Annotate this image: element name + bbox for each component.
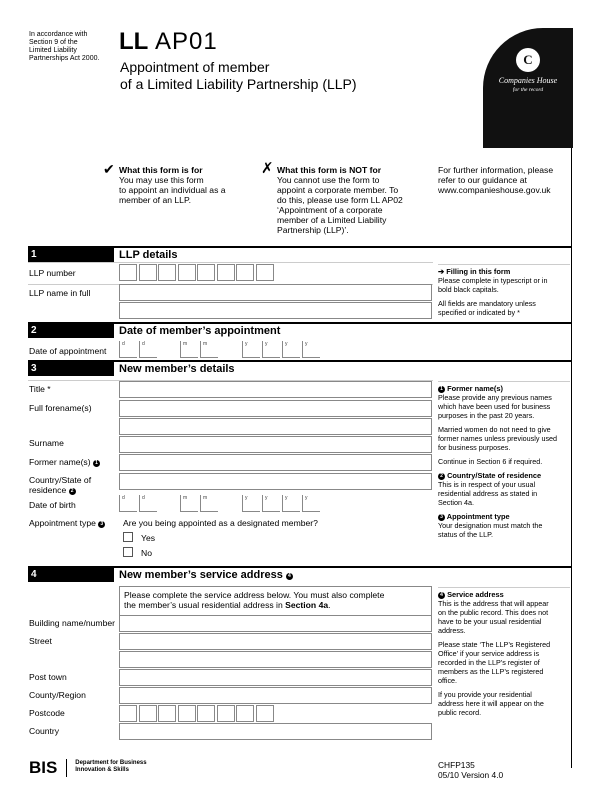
section-1-header xyxy=(28,246,572,262)
filling-in-note: ➔ Filling in this form Please complete in typescript or in bold black capitals. All fields are mandatory unless specified or indicated by * xyxy=(438,264,570,317)
date-cell-letter: m xyxy=(203,495,208,501)
llp-number-cell[interactable] xyxy=(158,264,176,281)
date-cell-letter: y xyxy=(245,495,248,501)
postcode-cell[interactable] xyxy=(197,705,215,722)
street-label: Street xyxy=(29,636,52,646)
date-cell-letter: y xyxy=(245,341,248,347)
surname-label: Surname xyxy=(29,438,64,448)
section-4-header xyxy=(28,566,572,582)
bis-logo xyxy=(29,757,147,779)
date-of-appointment-label: Date of appointment xyxy=(29,346,107,356)
logo-crest-icon: C xyxy=(516,48,540,72)
postcode-label: Postcode xyxy=(29,708,65,718)
dob-y-cell[interactable] xyxy=(282,495,300,512)
country-of-residence-field[interactable] xyxy=(119,473,432,490)
surname-field[interactable] xyxy=(119,436,432,453)
form-code-light: AP01 xyxy=(155,28,218,55)
llp-number-cell[interactable] xyxy=(236,264,254,281)
llp-number-cell[interactable] xyxy=(217,264,235,281)
dob-d-cell[interactable] xyxy=(119,495,137,512)
appointment-date-y-cell[interactable] xyxy=(282,341,300,358)
no-checkbox[interactable] xyxy=(123,547,133,557)
companies-house-logo xyxy=(483,28,573,148)
postcode-cell[interactable] xyxy=(178,705,196,722)
page-right-rule xyxy=(571,148,572,768)
appointment-date-m-cell[interactable] xyxy=(180,341,198,358)
title-label: Title * xyxy=(29,384,51,394)
form-chfp-code: CHFP135 xyxy=(438,760,475,770)
department-line-1: Department for Business xyxy=(75,760,147,766)
note-2-icon: 2 xyxy=(69,488,76,495)
date-cell-letter: d xyxy=(122,495,125,501)
department-line-2: Innovation & Skills xyxy=(75,767,129,773)
section-3-title: New member’s details xyxy=(119,363,235,375)
date-cell-letter: m xyxy=(183,495,188,501)
section-1-number: 1 xyxy=(28,248,114,262)
date-cell-letter: m xyxy=(183,341,188,347)
date-cell-letter: d xyxy=(142,495,145,501)
service-address-instructions: Please complete the service address below. You must also complete the member’s usual residential address in Section 4a. xyxy=(119,586,432,616)
note-2-icon: 2 xyxy=(438,473,445,480)
postcode-cell[interactable] xyxy=(236,705,254,722)
forenames-field-1[interactable] xyxy=(119,400,432,417)
dob-y-cell[interactable] xyxy=(262,495,280,512)
dob-m-cell[interactable] xyxy=(180,495,198,512)
date-cell-letter: m xyxy=(203,341,208,347)
llp-number-cell[interactable] xyxy=(139,264,157,281)
note-3-icon: 3 xyxy=(438,514,445,521)
llp-name-field-2[interactable] xyxy=(119,302,432,319)
dob-label: Date of birth xyxy=(29,500,76,510)
section-2-header xyxy=(28,322,572,338)
country-of-residence-label: Country/State of residence 2 xyxy=(29,475,92,495)
section-4-title: New member’s service address 4 xyxy=(119,568,293,582)
section-3-header xyxy=(28,360,572,376)
llp-number-cell[interactable] xyxy=(178,264,196,281)
building-label: Building name/number xyxy=(29,618,115,628)
llp-number-cell[interactable] xyxy=(119,264,137,281)
date-cell-letter: y xyxy=(265,495,268,501)
postcode-cell[interactable] xyxy=(158,705,176,722)
forenames-field-2[interactable] xyxy=(119,418,432,435)
llp-number-label: LLP number xyxy=(29,268,76,278)
section-2-number: 2 xyxy=(28,324,114,338)
arrow-right-icon: ➔ xyxy=(438,267,445,276)
dob-y-cell[interactable] xyxy=(242,495,260,512)
country-label: Country xyxy=(29,726,60,736)
note-4-icon: 4 xyxy=(438,592,445,599)
postcode-cell[interactable] xyxy=(119,705,137,722)
section-4-number: 4 xyxy=(28,568,114,582)
llp-number-cell[interactable] xyxy=(197,264,215,281)
yes-label: Yes xyxy=(141,533,156,543)
llp-name-field-1[interactable] xyxy=(119,284,432,301)
note-3-icon: 3 xyxy=(98,521,105,528)
country-field[interactable] xyxy=(119,723,432,740)
postcode-cell[interactable] xyxy=(256,705,274,722)
title-field[interactable] xyxy=(119,381,432,398)
appointment-date-y-cell[interactable] xyxy=(302,341,320,358)
post-town-field[interactable] xyxy=(119,669,432,686)
service-address-note: 4 Service address This is the address that will appear on the public record. This does not have to be your usual residential address. Please state ‘The LLP’s Registered Office’ if your service address is recorded in the LLP’s register of members as the LLP’s registered office. If you provide your residential address here it will appear on the public record. xyxy=(438,587,570,717)
note-4-icon: 4 xyxy=(286,573,293,580)
appointment-date-d-cell[interactable] xyxy=(119,341,137,358)
no-label: No xyxy=(141,548,152,558)
logo-name: Companies House xyxy=(498,76,558,85)
section-2-title: Date of member’s appointment xyxy=(119,325,281,337)
former-names-field[interactable] xyxy=(119,454,432,471)
date-cell-letter: y xyxy=(265,341,268,347)
street-field-1[interactable] xyxy=(119,633,432,650)
date-cell-letter: y xyxy=(285,341,288,347)
appointment-date-y-cell[interactable] xyxy=(242,341,260,358)
cross-icon: ✗ xyxy=(261,160,274,177)
date-cell-letter: y xyxy=(305,341,308,347)
form-version xyxy=(438,760,503,780)
appointment-date-y-cell[interactable] xyxy=(262,341,280,358)
dob-d-cell[interactable] xyxy=(139,495,157,512)
guidance-link[interactable]: www.companieshouse.gov.uk xyxy=(438,185,551,195)
postcode-cell[interactable] xyxy=(217,705,235,722)
county-field[interactable] xyxy=(119,687,432,704)
form-code xyxy=(119,28,218,56)
note-1-icon: 1 xyxy=(93,460,100,467)
building-field[interactable] xyxy=(119,615,432,632)
street-field-2[interactable] xyxy=(119,651,432,668)
checkmark-icon: ✔ xyxy=(103,161,115,177)
dob-y-cell[interactable] xyxy=(302,495,320,512)
form-version-number: 05/10 Version 4.0 xyxy=(438,770,504,780)
what-form-is-not-for: What this form is NOT for You cannot use the form to appoint a corporate member. To do this, please use form LL AP02 ‘Appointment of a corporate member of a Limited Liability Partnership (LLP)’. xyxy=(277,165,403,235)
date-cell-letter: y xyxy=(305,495,308,501)
post-town-label: Post town xyxy=(29,672,67,682)
legal-reference: In accordance with Section 9 of the Limited Liability Partnerships Act 2000. xyxy=(29,31,100,62)
forenames-label: Full forename(s) xyxy=(29,403,92,413)
date-cell-letter: d xyxy=(122,341,125,347)
former-names-label: Former name(s) 1 xyxy=(29,457,100,467)
form-title: Appointment of member of a Limited Liability Partnership (LLP) xyxy=(120,59,357,92)
date-cell-letter: d xyxy=(142,341,145,347)
date-cell-letter: y xyxy=(285,495,288,501)
llp-number-cell[interactable] xyxy=(256,264,274,281)
llp-name-label: LLP name in full xyxy=(29,288,91,298)
form-code-bold: LL xyxy=(119,28,149,55)
appointment-type-label: Appointment type 3 xyxy=(29,518,105,528)
postcode-cell[interactable] xyxy=(139,705,157,722)
logo-tag: for the record xyxy=(512,87,544,93)
yes-checkbox[interactable] xyxy=(123,532,133,542)
section-3-number: 3 xyxy=(28,362,114,376)
county-label: County/Region xyxy=(29,690,86,700)
further-information: For further information, please refer to our guidance at www.companieshouse.gov.uk xyxy=(438,165,568,195)
section-1-title: LLP details xyxy=(119,249,178,261)
note-1-icon: 1 xyxy=(438,386,445,393)
appointment-date-d-cell[interactable] xyxy=(139,341,157,358)
section-3-notes: 1 Former name(s) Please provide any previous names which have been used for business purposes in the past 20 years. Married women do not need to give former names unless previously used for business purposes. Continue in Section 6 if required. 2 Country/State of residence This is in respect of your usual residential address as stated in Section 4a. 3 Appointment type Your designation must match the status of the LLP. xyxy=(438,381,570,539)
bis-logo-text: BIS xyxy=(29,758,58,777)
what-form-is-for: What this form is for You may use this form to appoint an individual as a member of an LLP. xyxy=(119,165,226,205)
designated-member-question: Are you being appointed as a designated member? xyxy=(123,518,318,528)
dob-m-cell[interactable] xyxy=(200,495,218,512)
appointment-date-m-cell[interactable] xyxy=(200,341,218,358)
